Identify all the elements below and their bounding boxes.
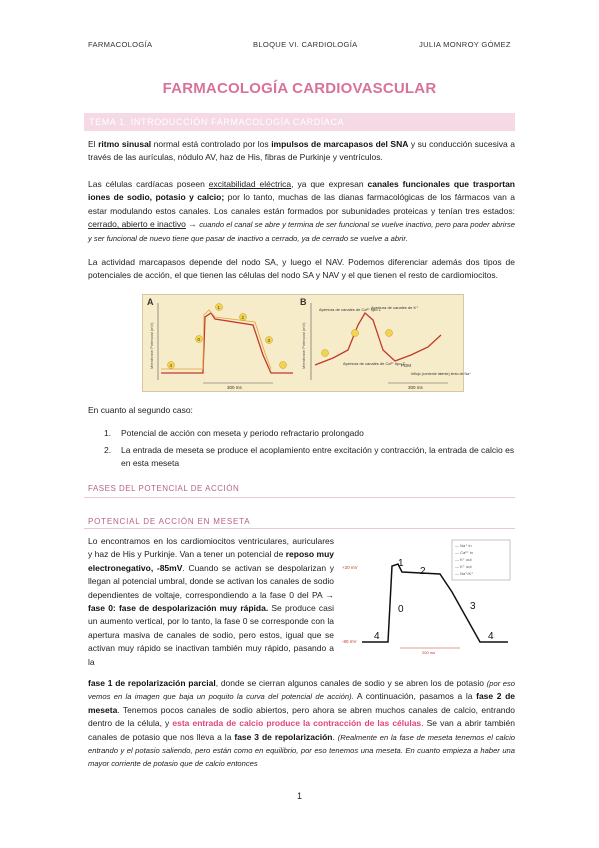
bold-text: fase 0: fase de despolarización muy rápida. — [88, 603, 269, 614]
topic-title-band: TEMA 1. INTRODUCCIÓN FARMACOLOGÍA CARDÍACA — [84, 113, 515, 131]
panel-b-label: B — [300, 297, 307, 307]
legend-item: — Na⁺/K⁺ — [455, 571, 474, 576]
plateau-ap-diagram — [340, 532, 514, 657]
highlighted-text: esta entrada de calcio produce la contracción de las células — [172, 718, 422, 729]
phase-marker — [322, 350, 329, 357]
bold-text: impulsos de marcapasos del SNA — [271, 139, 409, 149]
text: . Cuando se activan se despolarizan y llegan al potencial umbral, donde se activan los canales de sodio dependientes de voltaje, correspondiendo a la fase 0 del PA → — [88, 562, 334, 600]
paragraph-plateau-phases — [88, 677, 515, 771]
underlined-text: cerrado, abierto e inactivo — [88, 219, 186, 230]
phase-0-label: 0 — [398, 604, 404, 615]
text: , ya que expresan — [291, 179, 368, 189]
header-subject: FARMACOLOGÍA — [88, 40, 153, 49]
italic-note: (por eso vemos en la imagen que baja un poquito la curva del potencial de acción). — [88, 679, 515, 702]
paragraph-pacemaker: La actividad marcapasos depende del nodo SA, y luego el NAV. Podemos diferenciar además dos tipos de potenciales de acción, el que tienen las células del nodo SA y NAV y el que tienen el resto de cardiomiocitos. — [88, 257, 515, 281]
bold-text: fase 3 de repolarización — [234, 731, 333, 742]
page-number: 1 — [296, 791, 302, 801]
list-item — [104, 444, 515, 470]
bold-text: reposo muy electronegativo, -85mV — [88, 549, 334, 573]
phase-marker — [352, 330, 359, 337]
header-author: JULIA MONROY GÓMEZ — [419, 40, 511, 49]
italic-note: (Realmente en la fase de meseta tenemos el calcio entrando y el potasio saliendo, pero están como en equilibrio, por eso tenemos una meseta. En cuanto empieza a haber una mayor corriente de potasio que de calcio entonces — [88, 732, 516, 769]
text: Lo encontramos en los cardiomiocitos ventriculares, auriculares y haz de His y Purkinje. Van a tener un potencial de — [88, 536, 334, 560]
legend-item: — K⁺ out — [455, 557, 472, 562]
italic-note: cuando el canal se abre y termina de ser funcional se vuelve inactivo, pero para poder abrirse y ser funcional de nuevo tiene que pasar de inactivo a cerrado, ya de cerrado se vuelve a abrir. — [88, 220, 516, 243]
phase-1-label: 1 — [217, 305, 221, 310]
annotation-pdm: PDM — [401, 363, 411, 368]
document-title: FARMACOLOGÍA CARDIOVASCULAR — [162, 80, 437, 97]
phase-4-label: 4 — [169, 363, 173, 368]
text: Las células cardíacas poseen — [88, 179, 209, 189]
annotation-funny-current: Influjo (corriente latente) lento de Na⁺ — [411, 372, 472, 376]
phase-2-label: 2 — [241, 315, 245, 320]
annotation-ca-t: Apertura de canales de Ca²⁺ tipo T — [343, 361, 406, 366]
scale-label-a: 300 ms — [227, 385, 242, 390]
phase-4-label-left: 4 — [374, 631, 380, 642]
phase-2-label: 2 — [420, 566, 426, 577]
plateau-curve — [161, 313, 293, 373]
underlined-text: excitabilidad eléctrica — [208, 179, 292, 189]
phase-1-label: 1 — [398, 558, 404, 569]
pacemaker-curve — [315, 313, 441, 365]
plateau-action-potential-figure — [340, 532, 514, 657]
bold-text: fase 2 de meseta — [88, 691, 515, 715]
text: y su conducción sucesiva a través de las aurículas, nódulo AV, haz de His, fibras de Purkinje y ventrículos. — [88, 139, 515, 163]
list-text: La entrada de meseta se produce el acoplamiento entre excitación y contracción, la entrada de calcio es en esta meseta — [121, 445, 515, 468]
action-potential-diagram — [143, 295, 472, 391]
ordered-list — [104, 427, 515, 474]
phase-0-label: 0 — [197, 337, 201, 342]
phase-marker — [280, 362, 287, 369]
bold-text: fase 1 de repolarización parcial — [88, 678, 216, 688]
legend-item: — Na⁺ in — [455, 543, 472, 548]
text: A continuación, pasamos a la — [353, 691, 477, 702]
text: . — [332, 731, 338, 742]
text: , donde se cierran algunos canales de sodio y se abren los de potasio — [215, 678, 487, 688]
y-top-label: +20 mV — [342, 565, 358, 570]
action-potential-figure — [142, 294, 472, 392]
y-bottom-label: -80 mV — [342, 639, 357, 644]
subsection-divider — [84, 528, 515, 529]
legend-item: — Ca²⁺ in — [455, 550, 473, 555]
annotation-ca-l: Apertura de canales de Ca²⁺ tipo L — [319, 307, 381, 312]
text: . Se van a abrir también canales de potasio que nos lleva a la — [88, 718, 515, 742]
list-text: Potencial de acción con meseta y periodo refractario prolongado — [121, 428, 364, 438]
text: El — [88, 139, 99, 149]
header-block: BLOQUE VI. CARDIOLOGÍA — [253, 40, 358, 49]
arrow-text: → — [185, 219, 200, 230]
text: por lo tanto, muchas de las dianas farmacológicas de los fármacos van a estar modulando estos canales. Los canales están formados por subunidades proteicas y tenían tres estados: — [88, 192, 515, 216]
section-heading: FASES DEL POTENCIAL DE ACCIÓN — [84, 484, 515, 498]
panel-a-label: A — [147, 297, 154, 307]
phase-3-label: 3 — [267, 338, 271, 343]
paragraph-sinus-rhythm — [88, 138, 515, 165]
paragraph-second-case: En cuanto al segundo caso: — [88, 405, 193, 415]
text: . Tenemos pocos canales de sodio abiertos, pero ahora se abren muchos canales de calcio, entrando dentro de la célula, y — [88, 704, 515, 729]
phase-marker — [386, 330, 393, 337]
y-axis-label-b: Membrane Potencial (mV) — [301, 322, 306, 369]
list-number: 2. — [104, 445, 112, 455]
list-item — [104, 427, 515, 440]
text: Se produce casi un aumento vertical, por lo tanto, la fase 0 se corresponde con la apertura masiva de canales de sodio, pero estos, igual que se activan muy rápido se inactivan también muy rápido, pasando a la — [88, 603, 334, 667]
scale-label-b: 300 ms — [408, 385, 423, 390]
list-number: 1. — [104, 428, 112, 438]
phase-4-label-right: 4 — [488, 631, 494, 642]
annotation-k: Apertura de canales de K⁺ — [371, 305, 419, 310]
legend-item: — K⁺ out — [455, 564, 472, 569]
text: normal está controlado por los — [151, 139, 272, 149]
y-axis-label-a: Membrane Potencial (mV) — [149, 322, 154, 369]
bold-text: canales funcionales que trasportan iones de sodio, potasio y calcio; — [88, 179, 515, 203]
bold-text: ritmo sinusal — [98, 139, 152, 149]
subsection-heading: POTENCIAL DE ACCIÓN EN MESETA — [88, 517, 251, 526]
phase-3-label: 3 — [470, 601, 476, 612]
paragraph-plateau-intro — [88, 535, 334, 669]
paragraph-excitability — [88, 178, 515, 245]
scale-label: 200 ms — [422, 650, 436, 655]
